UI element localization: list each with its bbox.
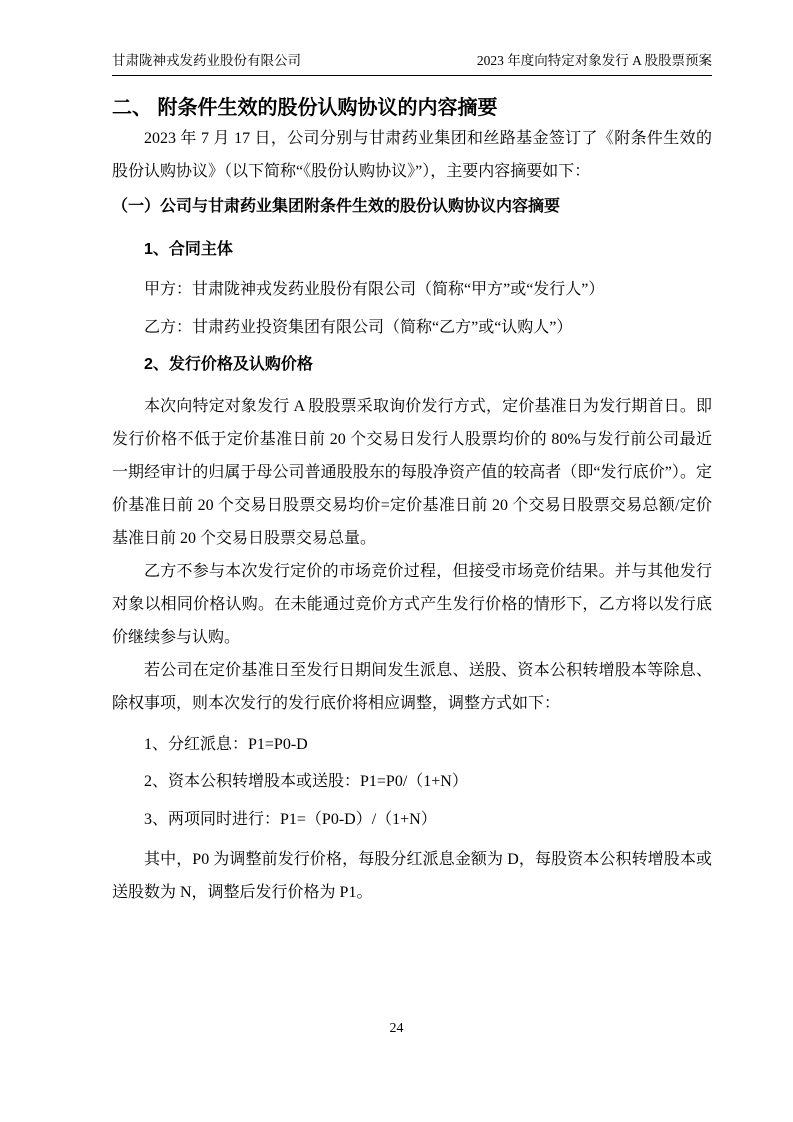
page-header	[112, 52, 712, 76]
bidding-paragraph: 乙方不参与本次发行定价的市场竞价过程，但接受市场竞价结果。并与其他发行对象以相同价格认购。在未能通过竞价方式产生发行价格的情形下，乙方将以发行底价继续参与认购。	[112, 563, 712, 646]
formula-capital-reserve: 2、资本公积转增股本或送股：P1=P0/（1+N）	[144, 773, 468, 790]
pricing-paragraph: 本次向特定对象发行 A 股股票采取询价发行方式，定价基准日为发行期首日。即发行价格不低于定价基准日前 20 个交易日发行人股票均价的 80%与发行前公司最近一期经审计的归属于母公司普通股股东的每股净资产值的较高者（即“发行底价”）。定价基准日前 20 个交易日股票交易均价=定价基准日前 20 个交易日股票交易总额/定价基准日前 20 个交易日股票交易总量。	[112, 398, 712, 547]
section-title: 二、 附条件生效的股份认购协议的内容摘要	[112, 97, 498, 119]
adjustment-paragraph: 若公司在定价基准日至发行日期间发生派息、送股、资本公积转增股本等除息、除权事项，则本次发行的发行底价将相应调整，调整方式如下：	[112, 662, 712, 712]
party-a-line: 甲方：甘肃陇神戎发药业股份有限公司（简称“甲方”或“发行人”）	[144, 281, 605, 298]
header-doc-title: 2023 年度向特定对象发行 A 股股票预案	[476, 53, 712, 68]
page-footer	[0, 1020, 793, 1038]
party-b-line: 乙方：甘肃药业投资集团有限公司（简称“乙方”或“认购人”）	[144, 319, 573, 336]
subsection-1-title: （一）公司与甘肃药业集团附条件生效的股份认购协议内容摘要	[112, 198, 561, 215]
variables-paragraph: 其中，P0 为调整前发行价格，每股分红派息金额为 D，每股资本公积转增股本或送股数为 N，调整后发行价格为 P1。	[112, 851, 712, 901]
clause-2-title: 2、发行价格及认购价格	[144, 356, 313, 373]
page-number: 24	[389, 1021, 404, 1036]
formula-dividend: 1、分红派息：P1=P0-D	[144, 736, 308, 753]
clause-1-title: 1、合同主体	[144, 241, 233, 258]
formula-both: 3、两项同时进行：P1=（P0-D）/（1+N）	[144, 811, 437, 828]
intro-paragraph: 2023 年 7 月 17 日，公司分别与甘肃药业集团和丝路基金签订了《附条件生效的股份认购协议》（以下简称“《股份认购协议》”），主要内容摘要如下：	[112, 130, 712, 180]
header-company-name: 甘肃陇神戎发药业股份有限公司	[112, 53, 301, 68]
